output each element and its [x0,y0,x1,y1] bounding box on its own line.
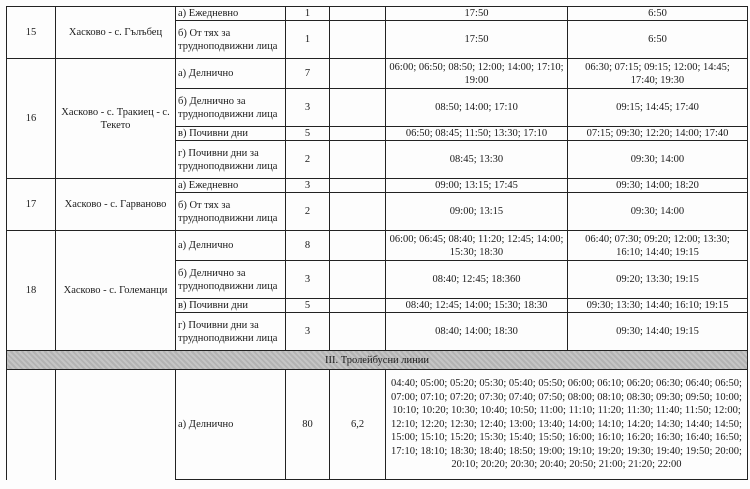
route-name: Хасково - с. Големанци [56,231,176,351]
departure-times-return: 6:50 [568,21,748,59]
service-type: г) Почивни дни за трудноподвижни лица [176,313,286,351]
service-type: в) Почивни дни [176,299,286,313]
departure-times-outbound: 09:00; 13:15 [386,193,568,231]
route-number: 16 [7,59,56,179]
service-type: б) От тях за трудноподвижни лица [176,193,286,231]
schedule-table [6,6,748,480]
route-name: Хасково - с. Гарваново [56,179,176,231]
table-row [7,370,748,480]
service-type: а) Ежедневно [176,7,286,21]
table-row [7,179,748,193]
departure-times-outbound: 08:50; 14:00; 17:10 [386,89,568,127]
trip-count: 80 [286,370,330,480]
empty-cell [330,59,386,89]
departure-times: 04:40; 05:00; 05:20; 05:30; 05:40; 05:50; 06:00; 06:10; 06:20; 06:30; 06:40; 06:50; 07:00; 07:10; 07:20; 07:30; 07:40; 07:50; 08:00; 08:10; 08:30; 09:30; 09:50; 10:00; 10:10; 10:20; 10:30; 10:40; 10:50; 11:00; 11:10; 11:20; 11:30; 11:40; 11:50; 12:00; 12:10; 12:20; 12:30; 12:40; 13:00; 13:40; 14:00; 14:10; 14:20; 14:30; 14:40; 14:50; 15:00; 15:10; 15:20; 15:30; 15:40; 15:50; 16:00; 16:10; 16:20; 16:30; 16:40; 16:50; 17:10; 18:10; 18:30; 18:40; 18:50; 19:00; 19:10; 19:20; 19:30; 19:40; 19:50; 20:00; 20:10; 20:20; 20:30; 20:40; 20:50; 21:00; 21:20; 22:00 [386,370,748,480]
departure-times-outbound: 17:50 [386,21,568,59]
empty-cell [330,193,386,231]
trip-count: 8 [286,231,330,261]
table-row [7,59,748,89]
departure-times-outbound: 06:00; 06:45; 08:40; 11:20; 12:45; 14:00; 15:30; 18:30 [386,231,568,261]
section-header: III. Тролейбусни линии [7,351,748,370]
trip-count: 5 [286,299,330,313]
service-type: г) Почивни дни за трудноподвижни лица [176,141,286,179]
departure-times-return: 09:30; 14:00; 18:20 [568,179,748,193]
trip-count: 3 [286,179,330,193]
departure-times-return: 07:15; 09:30; 12:20; 14:00; 17:40 [568,127,748,141]
route-name: Хасково - с. Тракиец - с. Текето [56,59,176,179]
route-length-km: 6,2 [330,370,386,480]
empty-cell [330,7,386,21]
table-row [7,231,748,261]
route-number: 15 [7,7,56,59]
trip-count: 3 [286,89,330,127]
departure-times-return: 09:30; 14:00 [568,141,748,179]
empty-cell [330,313,386,351]
departure-times-return: 09:20; 13:30; 19:15 [568,261,748,299]
departure-times-return: 06:40; 07:30; 09:20; 12:00; 13:30; 16:10; 14:40; 19:15 [568,231,748,261]
trip-count: 1 [286,7,330,21]
trip-count: 3 [286,261,330,299]
service-type: а) Делнично [176,59,286,89]
route-name [56,370,176,480]
trip-count: 7 [286,59,330,89]
trip-count: 5 [286,127,330,141]
service-type: б) От тях за трудноподвижни лица [176,21,286,59]
service-type: б) Делнично за трудноподвижни лица [176,261,286,299]
departure-times-outbound: 08:40; 12:45; 18:360 [386,261,568,299]
departure-times-outbound: 06:50; 08:45; 11:50; 13:30; 17:10 [386,127,568,141]
service-type: в) Почивни дни [176,127,286,141]
departure-times-return: 6:50 [568,7,748,21]
departure-times-outbound: 08:40; 12:45; 14:00; 15:30; 18:30 [386,299,568,313]
route-number [7,370,56,480]
empty-cell [330,231,386,261]
route-number: 18 [7,231,56,351]
empty-cell [330,89,386,127]
trip-count: 2 [286,193,330,231]
departure-times-return: 09:30; 14:00 [568,193,748,231]
trip-count: 3 [286,313,330,351]
empty-cell [330,299,386,313]
table-row [7,7,748,21]
departure-times-outbound: 08:45; 13:30 [386,141,568,179]
departure-times-return: 09:15; 14:45; 17:40 [568,89,748,127]
service-type: б) Делнично за трудноподвижни лица [176,89,286,127]
departure-times-outbound: 17:50 [386,7,568,21]
departure-times-return: 06:30; 07:15; 09:15; 12:00; 14:45; 17:40; 19:30 [568,59,748,89]
trip-count: 1 [286,21,330,59]
route-name: Хасково - с. Гълъбец [56,7,176,59]
departure-times-outbound: 08:40; 14:00; 18:30 [386,313,568,351]
section-row [7,351,748,370]
departure-times-return: 09:30; 13:30; 14:40; 16:10; 19:15 [568,299,748,313]
empty-cell [330,179,386,193]
departure-times-outbound: 09:00; 13:15; 17:45 [386,179,568,193]
empty-cell [330,261,386,299]
service-type: а) Делнично [176,370,286,480]
departure-times-return: 09:30; 14:40; 19:15 [568,313,748,351]
departure-times-outbound: 06:00; 06:50; 08:50; 12:00; 14:00; 17:10; 19:00 [386,59,568,89]
empty-cell [330,141,386,179]
service-type: а) Делнично [176,231,286,261]
trip-count: 2 [286,141,330,179]
empty-cell [330,21,386,59]
service-type: а) Ежедневно [176,179,286,193]
route-number: 17 [7,179,56,231]
empty-cell [330,127,386,141]
